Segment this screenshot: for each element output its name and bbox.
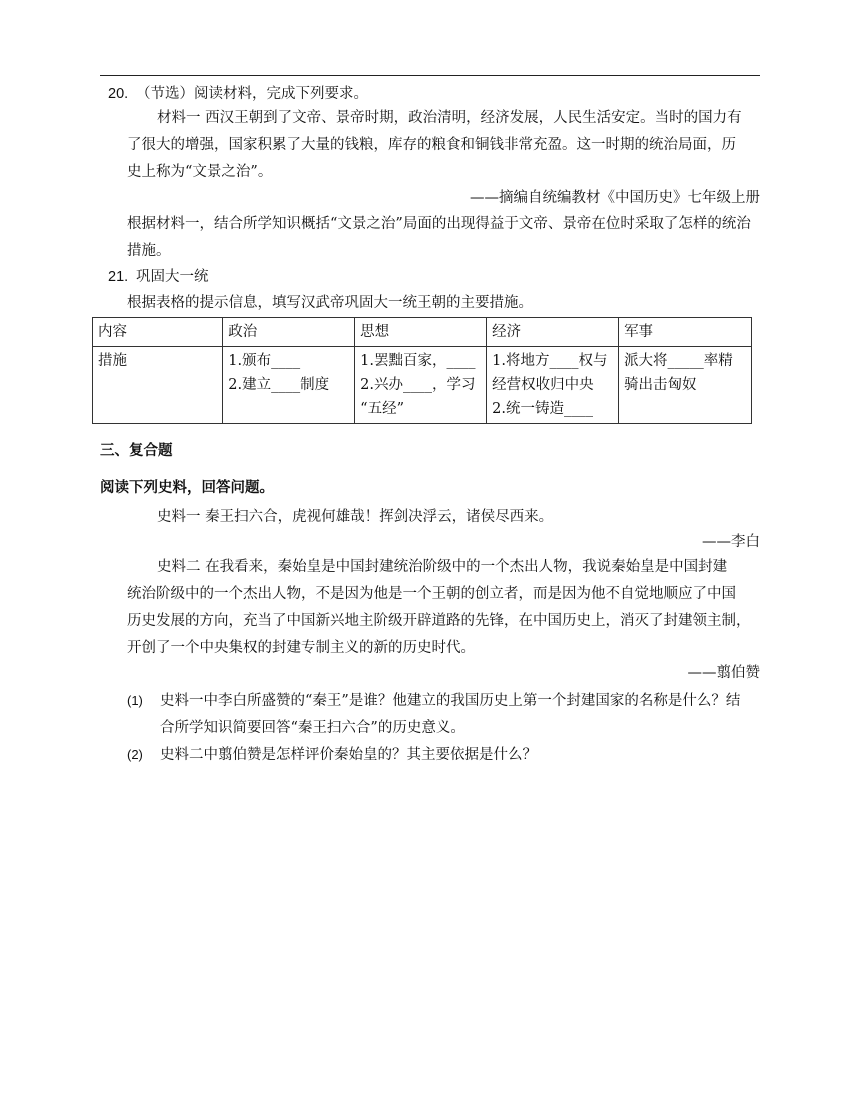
q21-number: 21. bbox=[108, 269, 129, 285]
q21-instruction: 根据表格的提示信息，填写汉武帝巩固大一统王朝的主要措施。 bbox=[127, 295, 533, 311]
economy-item: 1.将地方____权与 bbox=[492, 353, 608, 369]
q20-material-line: 了很大的增强，国家积累了大量的钱粮，库存的粮食和铜钱非常充盈。这一时期的统治局面，历 bbox=[127, 137, 736, 153]
economy-item: 经营权收归中央 bbox=[492, 377, 594, 393]
table-row-label: 措施 bbox=[93, 347, 223, 424]
question-1-number: (1) bbox=[127, 693, 143, 708]
q20-material-line: 材料一 西汉王朝到了文帝、景帝时期，政治清明，经济发展，人民生活安定。当时的国力有 bbox=[157, 110, 742, 126]
economy-cell bbox=[487, 347, 619, 424]
question-2-number: (2) bbox=[127, 747, 143, 762]
table-header-cell: 政治 bbox=[223, 318, 355, 347]
table-row bbox=[93, 347, 752, 424]
table-header-cell: 经济 bbox=[487, 318, 619, 347]
table-header-row bbox=[93, 318, 752, 347]
table-header-cell: 思想 bbox=[355, 318, 487, 347]
table-header-cell: 内容 bbox=[93, 318, 223, 347]
header-rule bbox=[100, 75, 760, 76]
thought-item: 2.兴办____，学习 bbox=[360, 377, 476, 393]
section-intro: 阅读下列史料，回答问题。 bbox=[100, 479, 274, 496]
q21-title: 巩固大一统 bbox=[136, 269, 209, 285]
thought-item: 1.罢黜百家，____ bbox=[360, 353, 476, 369]
thought-item: “五经” bbox=[360, 401, 404, 417]
politics-item: 1.颁布____ bbox=[228, 353, 301, 369]
military-item: 骑出击匈奴 bbox=[624, 377, 697, 393]
thought-cell bbox=[355, 347, 487, 424]
source1-author: ——李白 bbox=[702, 534, 760, 550]
source2-line: 史料二 在我看来，秦始皇是中国封建统治阶级中的一个杰出人物，我说秦始皇是中国封建 bbox=[157, 559, 728, 575]
q20-ask-line: 措施。 bbox=[127, 243, 171, 259]
politics-cell bbox=[223, 347, 355, 424]
question-2-line: 史料二中翦伯赞是怎样评价秦始皇的？其主要依据是什么？ bbox=[160, 747, 537, 763]
military-item: 派大将_____率精 bbox=[624, 353, 733, 369]
table-header-cell: 军事 bbox=[619, 318, 752, 347]
q20-number: 20. bbox=[108, 86, 129, 102]
source2-line: 统治阶级中的一个杰出人物，不是因为他是一个王朝的创立者，而是因为他不自觉地顺应了中国 bbox=[127, 586, 736, 602]
question-1-line: 史料一中李白所盛赞的“秦王”是谁？他建立的我国历史上第一个封建国家的名称是什么？结 bbox=[160, 693, 741, 709]
source1-text: 史料一 秦王扫六合，虎视何雄哉！挥剑决浮云，诸侯尽西来。 bbox=[157, 509, 554, 525]
military-cell bbox=[619, 347, 752, 424]
section-heading: 三、复合题 bbox=[100, 442, 173, 459]
q20-source: ——摘编自统编教材《中国历史》七年级上册 bbox=[470, 190, 760, 206]
q20-material-line: 史上称为“文景之治”。 bbox=[127, 164, 273, 180]
source2-line: 历史发展的方向，充当了中国新兴地主阶级开辟道路的先锋，在中国历史上，消灭了封建领主制， bbox=[127, 613, 751, 629]
source2-author: ——翦伯赞 bbox=[687, 665, 760, 681]
economy-item: 2.统一铸造____ bbox=[492, 401, 593, 417]
question-1-line: 合所学知识简要回答“秦王扫六合”的历史意义。 bbox=[160, 720, 465, 736]
q20-title: （节选）阅读材料，完成下列要求。 bbox=[136, 86, 368, 102]
measures-table bbox=[92, 317, 752, 424]
politics-item: 2.建立____制度 bbox=[228, 377, 330, 393]
source2-line: 开创了一个中央集权的封建专制主义的新的历史时代。 bbox=[127, 640, 475, 656]
q20-ask-line: 根据材料一，结合所学知识概括“文景之治”局面的出现得益于文帝、景帝在位时采取了怎样的统治 bbox=[127, 216, 751, 232]
